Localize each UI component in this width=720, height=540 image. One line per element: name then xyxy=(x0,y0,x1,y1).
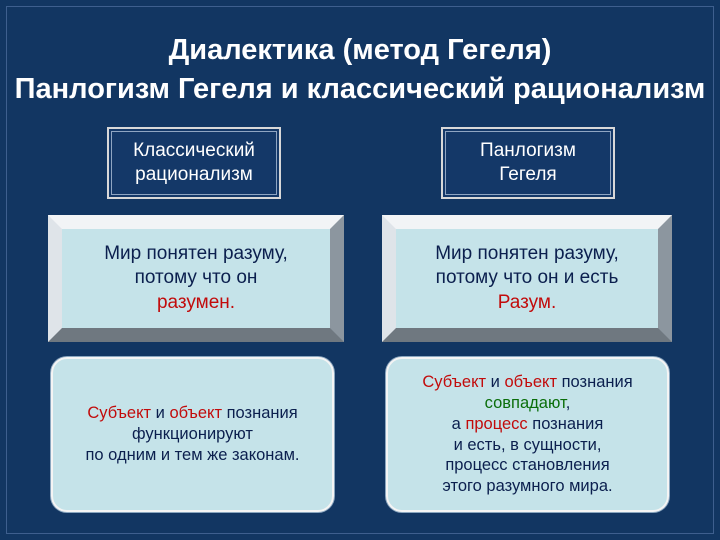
header-classical-rationalism xyxy=(107,127,281,199)
right-subject-object-box xyxy=(386,357,669,512)
header-left-line1: Классический xyxy=(133,140,255,162)
right-and-word: и xyxy=(486,372,505,391)
right-so-line5: процесс становления xyxy=(445,456,610,475)
right-so-line4: и есть, в сущности, xyxy=(453,435,602,454)
slide-title: Диалектика (метод Гегеля) xyxy=(168,34,552,66)
right-comma: , xyxy=(565,393,571,412)
left-cognition-word: познания xyxy=(222,404,298,423)
header-right-line2: Гегеля xyxy=(499,164,557,185)
header-right-line1: Панлогизм xyxy=(480,140,576,162)
right-world-box-content xyxy=(396,229,658,328)
left-and-word: и xyxy=(151,404,170,423)
left-world-line2: потому что он xyxy=(134,267,258,289)
right-cognition-word2: познания xyxy=(527,414,604,433)
right-world-box xyxy=(382,215,672,342)
left-so-line2: функционируют xyxy=(132,425,253,444)
right-a-word: а xyxy=(451,414,466,433)
header-hegel-panlogism xyxy=(441,127,615,199)
left-subject-object-box xyxy=(51,357,334,512)
left-so-line1 xyxy=(87,403,297,424)
right-cognition-word: познания xyxy=(557,372,633,391)
right-so-line2 xyxy=(485,393,571,414)
right-coincide-word: совпадают xyxy=(484,393,566,412)
left-world-highlight: разумен. xyxy=(156,291,236,313)
right-world-highlight: Разум. xyxy=(497,291,557,313)
right-so-line6: этого разумного мира. xyxy=(442,477,613,496)
right-process-word: процесс xyxy=(465,414,528,433)
left-object-word: объект xyxy=(169,404,222,423)
left-subject-word: Субъект xyxy=(87,404,152,423)
left-world-line1: Мир понятен разуму, xyxy=(104,243,288,265)
right-so-line1 xyxy=(422,372,632,393)
left-world-box-content xyxy=(62,229,330,328)
right-object-word: объект xyxy=(504,372,557,391)
right-subject-word: Субъект xyxy=(422,372,487,391)
right-world-line1: Мир понятен разуму, xyxy=(435,243,619,265)
left-world-box xyxy=(48,215,344,342)
slide-subtitle: Панлогизм Гегеля и классический рационализм xyxy=(14,73,706,105)
left-so-line3: по одним и тем же законам. xyxy=(85,445,300,464)
right-world-line2: потому что он и есть xyxy=(435,267,619,289)
header-left-line2: рационализм xyxy=(135,164,253,185)
right-so-line3 xyxy=(452,414,604,435)
